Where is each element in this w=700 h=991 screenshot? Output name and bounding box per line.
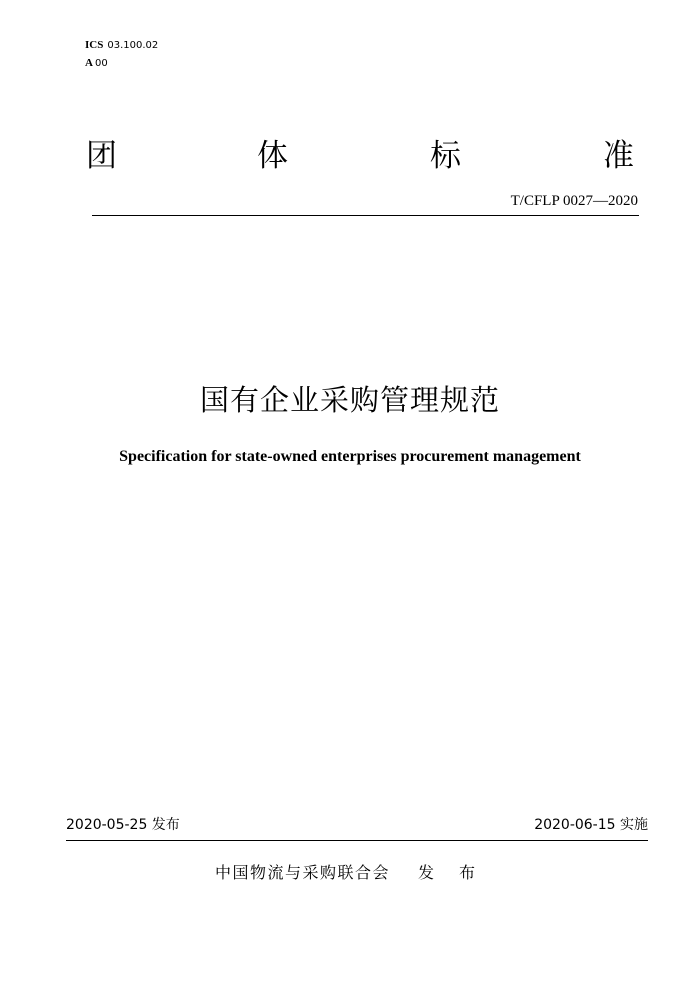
- doc-type-char-4: 准: [603, 138, 634, 174]
- header-divider: [92, 215, 639, 216]
- document-title-english: Specification for state-owned enterprises procurement management: [119, 448, 581, 465]
- standard-number: T/CFLP 0027—2020: [510, 193, 638, 209]
- ics-code: [85, 38, 158, 53]
- document-title: 国有企业采购管理规范: [199, 383, 500, 417]
- publish-action: 发 布: [417, 863, 486, 882]
- classification-code: [85, 56, 108, 71]
- classification-value: 00: [94, 58, 108, 69]
- doc-type-char-1: 团: [86, 138, 117, 174]
- doc-type-char-2: 体: [257, 138, 288, 174]
- classification-label: A: [85, 57, 93, 69]
- ics-value: 03.100.02: [107, 40, 159, 51]
- publisher-name: 中国物流与采购联合会: [214, 863, 390, 882]
- footer-divider: [66, 840, 648, 841]
- publisher-line: [0, 862, 700, 884]
- ics-label: ICS: [85, 39, 104, 51]
- implementation-date: 2020-06-15 实施: [534, 817, 648, 833]
- release-date: 2020-05-25 发布: [66, 817, 180, 833]
- doc-type-char-3: 标: [430, 138, 461, 174]
